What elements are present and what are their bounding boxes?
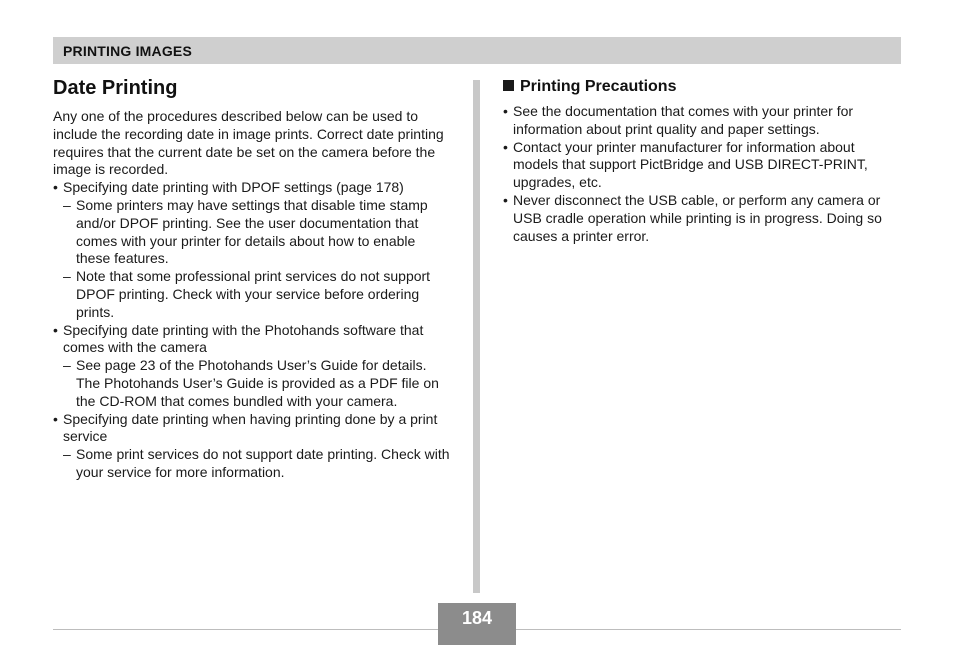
list-item-dash: – Some printers may have settings that disable time stamp and/or DPOF printing. See the user documentation that comes with your printer for details about how to enable these features. xyxy=(53,197,453,268)
list-item-bullet: • Specifying date printing with the Photohands software that comes with the camera xyxy=(53,322,453,358)
page-title: Date Printing xyxy=(53,77,178,99)
intro-paragraph: Any one of the procedures described below can be used to include the recording date in image prints. Correct date printing requires that the current date be set on the camera before the image is recorded. xyxy=(53,108,444,178)
section-header-label: PRINTING IMAGES xyxy=(63,43,193,59)
list-item-dash: – Some print services do not support date printing. Check with your service for more information. xyxy=(53,446,453,482)
precaution-item: • Never disconnect the USB cable, or perform any camera or USB cradle operation while printing is in progress. Doing so causes a printer error. xyxy=(503,192,903,245)
list-item-dash: – Note that some professional print services do not support DPOF printing. Check with your service before ordering prints. xyxy=(53,268,453,321)
column-divider xyxy=(473,80,480,593)
section-title xyxy=(503,77,903,97)
right-column xyxy=(503,77,903,245)
section-header-bar xyxy=(53,37,901,64)
precaution-item: • Contact your printer manufacturer for information about models that support PictBridge and USB DIRECT-PRINT, upgrades, etc. xyxy=(503,139,903,192)
page-number-badge: 184 xyxy=(438,603,516,645)
list-item-bullet: • Specifying date printing when having printing done by a print service xyxy=(53,411,453,447)
list-item-bullet: • Specifying date printing with DPOF settings (page 178) xyxy=(53,179,453,197)
black-square-icon xyxy=(503,80,514,91)
section-title-text: Printing Precautions xyxy=(520,78,677,95)
precaution-item: • See the documentation that comes with your printer for information about print quality and paper settings. xyxy=(503,103,903,139)
list-item-dash: – See page 23 of the Photohands User’s Guide for details. The Photohands User’s Guide is provided as a PDF file on the CD-ROM that comes bundled with your camera. xyxy=(53,357,453,410)
left-column xyxy=(53,76,453,482)
